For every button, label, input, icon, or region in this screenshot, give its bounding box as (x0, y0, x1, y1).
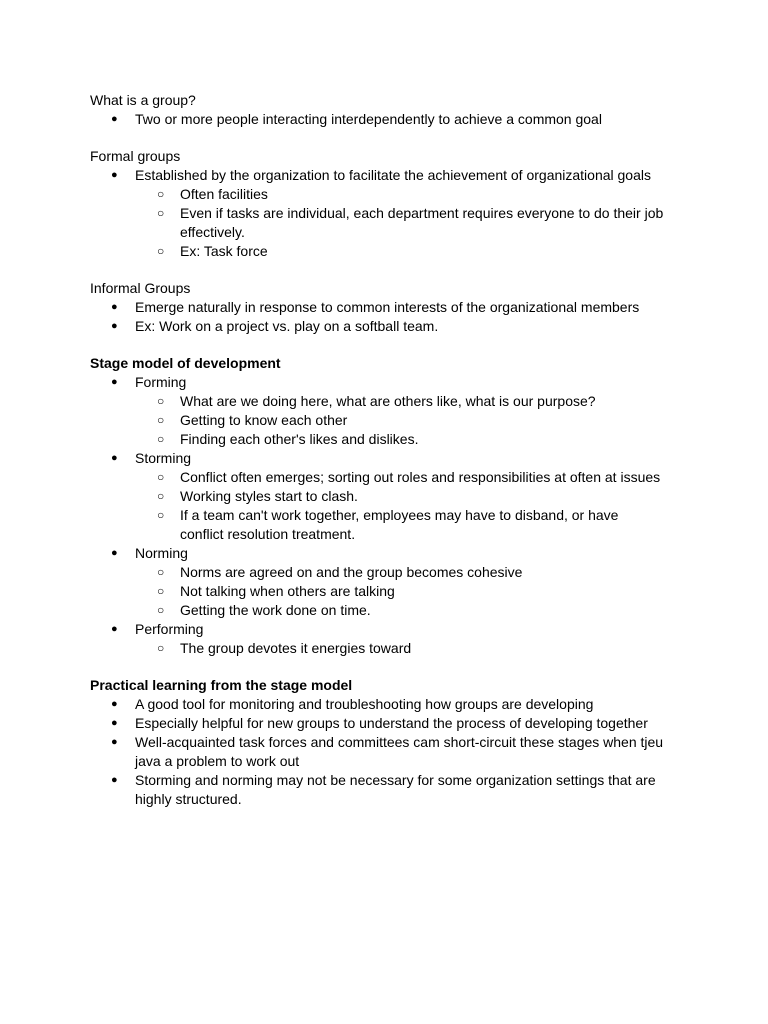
bullet-list (90, 110, 690, 129)
sub-list-item (90, 411, 690, 430)
filled-bullet-icon: ● (111, 169, 118, 181)
filled-bullet-icon: ● (111, 301, 118, 313)
sub-list-item-text: Conflict often emerges; sorting out roles and responsibilities at often at issues (180, 469, 661, 485)
list-item (90, 317, 690, 336)
filled-bullet-icon: ● (111, 113, 118, 125)
sub-list-item-text: Working styles start to clash. (180, 488, 358, 504)
sub-list-item (90, 430, 690, 449)
sub-bullet-list (90, 185, 690, 261)
bullet-list (90, 166, 690, 261)
hollow-bullet-icon: ○ (157, 244, 165, 258)
sub-bullet-list (90, 468, 690, 544)
filled-bullet-icon: ● (111, 376, 118, 388)
hollow-bullet-icon: ○ (157, 187, 165, 201)
hollow-bullet-icon: ○ (157, 489, 165, 503)
sub-bullet-list (90, 563, 690, 620)
section-spacer (90, 261, 690, 279)
list-item-text: Ex: Work on a project vs. play on a softball team. (135, 318, 439, 334)
list-item-text: Forming (135, 374, 187, 390)
filled-bullet-icon: ● (111, 320, 118, 332)
sub-bullet-list (90, 639, 690, 658)
sub-list-container (90, 639, 690, 658)
list-item (90, 449, 690, 468)
sub-list-item (90, 185, 690, 204)
list-item-text: A good tool for monitoring and troubleshooting how groups are developing (135, 696, 594, 712)
sub-list-item (90, 487, 690, 506)
section-heading: Stage model of development (90, 355, 281, 371)
hollow-bullet-icon: ○ (157, 565, 165, 579)
hollow-bullet-icon: ○ (157, 394, 165, 408)
sub-list-item (90, 204, 690, 242)
hollow-bullet-icon: ○ (157, 432, 165, 446)
sub-list-item-text: The group devotes it energies toward (180, 640, 412, 656)
list-item-text: Norming (135, 545, 188, 561)
list-item (90, 714, 690, 733)
sub-list-item (90, 582, 690, 601)
bullet-list (90, 695, 690, 809)
hollow-bullet-icon: ○ (157, 603, 165, 617)
sub-list-item (90, 242, 690, 261)
list-item (90, 695, 690, 714)
hollow-bullet-icon: ○ (157, 641, 165, 655)
sub-list-container (90, 563, 690, 620)
sub-list-item (90, 601, 690, 620)
section-heading: Informal Groups (90, 280, 191, 296)
list-item (90, 771, 690, 809)
sub-list-container (90, 392, 690, 449)
list-item (90, 620, 690, 639)
filled-bullet-icon: ● (111, 623, 118, 635)
section-heading: What is a group? (90, 92, 196, 108)
filled-bullet-icon: ● (111, 547, 118, 559)
list-item-text: Emerge naturally in response to common interests of the organizational members (135, 299, 640, 315)
list-item (90, 373, 690, 392)
sub-list-item-text: What are we doing here, what are others like, what is our purpose? (180, 393, 596, 409)
sub-list-item-text: Ex: Task force (180, 243, 268, 259)
section-spacer (90, 658, 690, 676)
section-heading: Formal groups (90, 148, 181, 164)
list-item-text: Established by the organization to facilitate the achievement of organizational goals (135, 167, 651, 183)
sub-list-item-text: Norms are agreed on and the group becomes cohesive (180, 564, 523, 580)
hollow-bullet-icon: ○ (157, 413, 165, 427)
list-item-text: Storming (135, 450, 192, 466)
sub-list-item (90, 506, 690, 544)
list-item (90, 110, 690, 129)
hollow-bullet-icon: ○ (157, 508, 165, 522)
hollow-bullet-icon: ○ (157, 206, 165, 220)
sub-list-item (90, 392, 690, 411)
list-item (90, 166, 690, 185)
sub-list-item-text: Finding each other's likes and dislikes. (180, 431, 419, 447)
filled-bullet-icon: ● (111, 452, 118, 464)
list-item-text: Especially helpful for new groups to understand the process of developing together (135, 715, 648, 731)
sub-list-item (90, 468, 690, 487)
filled-bullet-icon: ● (111, 717, 118, 729)
section-spacer (90, 129, 690, 147)
list-item-text: Well-acquainted task forces and committees cam short-circuit these stages when tjeu java a problem to work out (135, 734, 664, 769)
sub-bullet-list (90, 392, 690, 449)
list-item-text: Storming and norming may not be necessary for some organization settings that are highly structured. (135, 772, 656, 807)
sub-list-item-text: Getting to know each other (180, 412, 348, 428)
list-item-text: Two or more people interacting interdependently to achieve a common goal (135, 111, 602, 127)
bullet-list (90, 298, 690, 336)
sub-list-item (90, 563, 690, 582)
sub-list-item (90, 639, 690, 658)
list-item (90, 298, 690, 317)
filled-bullet-icon: ● (111, 736, 118, 748)
sub-list-item-text: Getting the work done on time. (180, 602, 371, 618)
filled-bullet-icon: ● (111, 698, 118, 710)
filled-bullet-icon: ● (111, 774, 118, 786)
sub-list-item-text: Often facilities (180, 186, 268, 202)
section-heading: Practical learning from the stage model (90, 677, 353, 693)
hollow-bullet-icon: ○ (157, 584, 165, 598)
document-body (90, 91, 690, 809)
sub-list-item-text: Even if tasks are individual, each department requires everyone to do their job effectively. (180, 205, 664, 240)
sub-list-container (90, 185, 690, 261)
sub-list-item-text: Not talking when others are talking (180, 583, 395, 599)
list-item-text: Performing (135, 621, 204, 637)
sub-list-container (90, 468, 690, 544)
bullet-list (90, 373, 690, 658)
section-spacer (90, 336, 690, 354)
sub-list-item-text: If a team can't work together, employees may have to disband, or have conflict resolution treatment. (180, 507, 619, 542)
list-item (90, 733, 690, 771)
list-item (90, 544, 690, 563)
hollow-bullet-icon: ○ (157, 470, 165, 484)
